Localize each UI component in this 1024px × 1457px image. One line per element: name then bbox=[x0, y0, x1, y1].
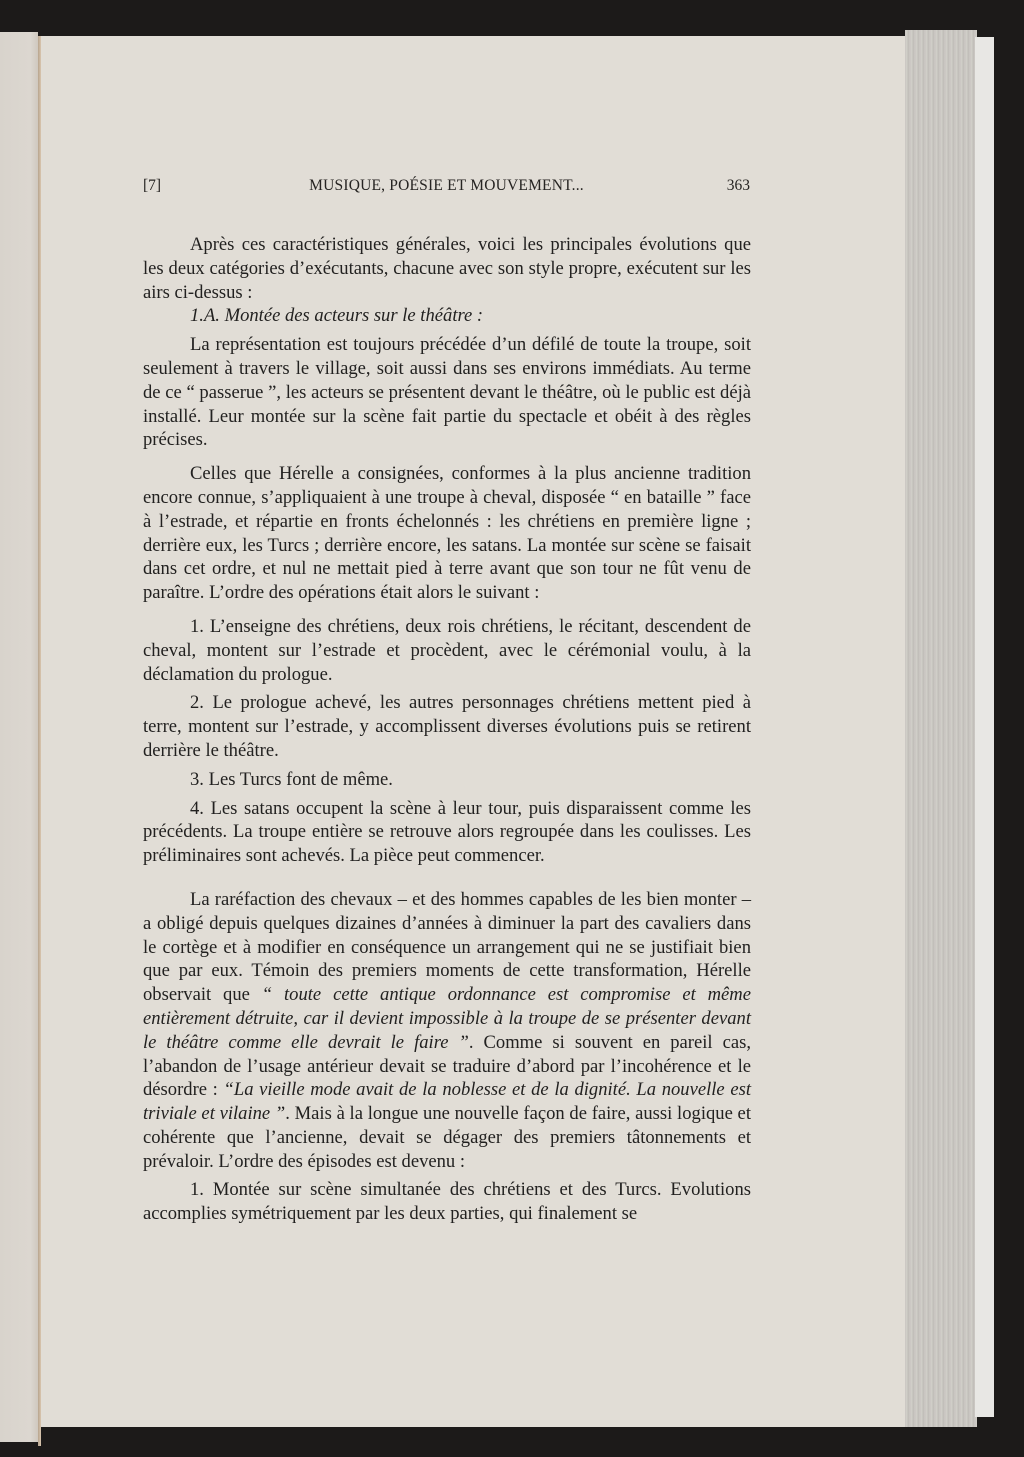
paragraph-2: Celles que Hérelle a consignées, conformes à la plus ancienne tradition encore connue, s’appliquaient à une troupe à cheval, disposée “ en bataille ” face à l’estrade, et répartie en fronts échelonnés : les chrétiens en première ligne ; derrière eux, les Turcs ; derrière encore, les satans. La montée sur scène se faisait dans cet ordre, et nul ne mettait pied à terre avant que son tour ne fût venu de paraître. L’ordre des opérations était alors le suivant : bbox=[143, 463, 751, 604]
quote-1: “ toute cette antique ordonnance est compromise et même entièrement détruite, car il devient impossible à la troupe de se présenter devant le théâtre comme elle devrait le faire ” bbox=[143, 984, 751, 1053]
section-number: [7] bbox=[143, 177, 162, 194]
list-item-4: 4. Les satans occupent la scène à leur tour, puis disparaissent comme les précédents. La troupe entière se retrouve alors regroupée dans les coulisses. Les préliminaires sont achevés. La pièce peut commencer. bbox=[143, 797, 751, 867]
paragraph-1: La représentation est toujours précédée d’un défilé de toute la troupe, soit seulement à travers le village, soit aussi dans ses environs immédiats. Au terme de ce “ passerue ”, les acteurs se présentent devant le théâtre, où le public est déjà installé. Leur montée sur la scène fait partie du spectacle et obéit à des règles précises. bbox=[143, 334, 751, 451]
list-item-2: 2. Le prologue achevé, les autres personnages chrétiens mettent pied à terre, montent sur l’estrade, y accomplissent diverses évolutions puis se retirent derrière le théâtre. bbox=[143, 692, 751, 761]
list-item-1: 1. L’enseigne des chrétiens, deux rois chrétiens, le récitant, descendent de cheval, montent sur l’estrade et procèdent, avec le cérémonial voulu, à la déclamation du prologue. bbox=[143, 615, 751, 685]
facing-page-edge bbox=[0, 32, 38, 1442]
body-text bbox=[143, 233, 751, 1226]
list-item-3: 3. Les Turcs font de même. bbox=[190, 768, 393, 790]
running-head bbox=[143, 177, 750, 197]
page-stack-edge bbox=[905, 30, 977, 1427]
running-title: MUSIQUE, POÉSIE ET MOUVEMENT... bbox=[309, 177, 584, 194]
cover-edge bbox=[975, 37, 994, 1417]
quote-2: “La vieille mode avait de la noblesse et de la dignité. La nouvelle est triviale et vilaine ” bbox=[143, 1079, 752, 1125]
paragraph-3 bbox=[143, 888, 751, 1174]
paragraph-3-part-c: . Mais à la longue une nouvelle façon de faire, aussi logique et cohérente que l’ancienne, devait se dégager des premiers tâtonnements et prévaloir. L’ordre des épisodes est devenu : bbox=[143, 1103, 751, 1172]
paragraph-intro: Après ces caractéristiques générales, voici les principales évolutions que les deux catégories d’exécutants, chacune avec son style propre, exécutent sur les airs ci-dessus : bbox=[143, 234, 751, 303]
paragraph-3-part-b: . Comme si souvent en pareil cas, l’abandon de l’usage antérieur devait se traduire d’abord par l’incohérence et le désordre : bbox=[143, 1031, 751, 1101]
paragraph-3-part-a: La raréfaction des chevaux – et des hommes capables de les bien monter – a obligé depuis quelques dizaines d’années à diminuer la part des cavaliers dans le cortège et à modifier en conséquence un arrangement qui ne se justifiait bien que par eux. Témoin des premiers moments de cette transformation, Hérelle observait que bbox=[143, 888, 751, 1006]
section-heading: 1.A. Montée des acteurs sur le théâtre : bbox=[190, 305, 484, 327]
list-item-5: 1. Montée sur scène simultanée des chrétiens et des Turcs. Evolutions accomplies symétriquement par les deux parties, qui finalement se bbox=[143, 1179, 751, 1225]
page-number: 363 bbox=[726, 177, 750, 194]
